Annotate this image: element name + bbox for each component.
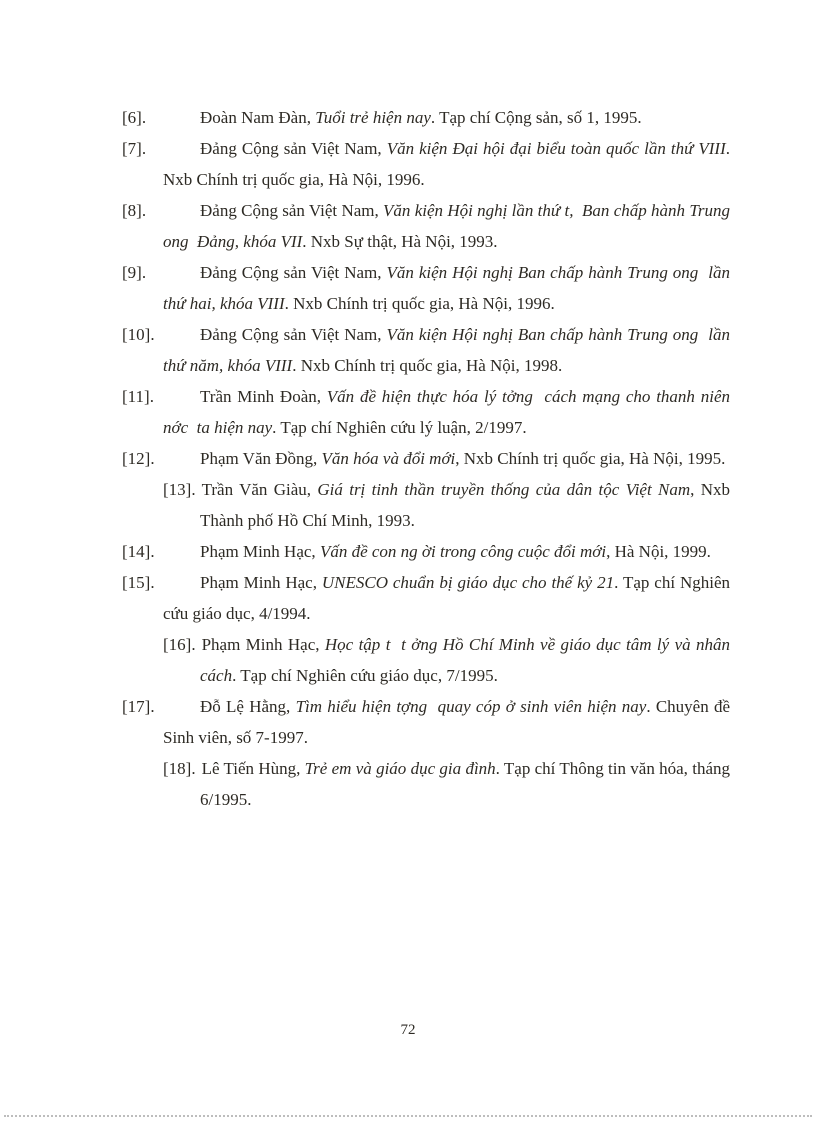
reference-text: , Nxb Thành phố Hồ Chí Minh, 1993. <box>200 480 730 530</box>
reference-label: [17]. <box>122 697 155 716</box>
reference-text: Đỗ Lệ Hằng, <box>200 697 296 716</box>
reference-label: [6]. <box>122 108 147 127</box>
reference-text: . Tạp chí Nghiên cứu lý luận, 2/1997. <box>272 418 527 437</box>
reference-title: Trẻ em và giáo dục gia đình <box>304 759 496 778</box>
reference-text: Đảng Cộng sản Việt Nam, <box>200 325 387 344</box>
reference-item <box>122 536 730 567</box>
reference-title: Văn kiện Hội nghị Ban chấp hành Trung ong lần thứ năm, khóa VIII <box>163 325 730 375</box>
reference-text: Trần Văn Giàu, <box>201 480 318 499</box>
reference-title: Văn kiện Hội nghị Ban chấp hành Trung ong lần thứ hai, khóa VIII <box>163 263 730 313</box>
reference-item <box>122 319 730 381</box>
reference-text: Trần Minh Đoàn, <box>200 387 327 406</box>
reference-title: Văn kiện Đại hội đại biểu toàn quốc lần thứ VIII <box>386 139 726 158</box>
reference-label: [12]. <box>122 449 155 468</box>
reference-text: , Nxb Chính trị quốc gia, Hà Nội, 1995. <box>455 449 726 468</box>
reference-item <box>122 567 731 629</box>
reference-title: Tìm hiểu hiện tợng quay cóp ở sinh viên hiện nay <box>295 697 647 716</box>
reference-text: Đảng Cộng sản Việt Nam, <box>200 201 384 220</box>
page-bottom-dotted-border <box>4 1115 812 1117</box>
reference-title: Vấn đề con ng ời trong công cuộc đổi mới <box>319 542 607 561</box>
reference-title: Văn hóa và đổi mới <box>321 449 456 468</box>
reference-item <box>122 133 730 195</box>
reference-title: UNESCO chuẩn bị giáo dục cho thế kỷ 21 <box>321 573 615 592</box>
reference-item <box>163 629 730 691</box>
reference-text: Phạm Minh Hạc, <box>200 542 320 561</box>
reference-text: . Tạp chí Nghiên cứu giáo dục, 7/1995. <box>232 666 498 685</box>
reference-item <box>122 691 731 753</box>
reference-text: Đoàn Nam Đàn, <box>200 108 316 127</box>
reference-item <box>122 195 730 257</box>
reference-label: [13]. <box>163 480 196 499</box>
reference-item <box>163 753 730 815</box>
reference-label: [7]. <box>122 139 147 158</box>
reference-label: [10]. <box>122 325 155 344</box>
reference-text: Lê Tiến Hùng, <box>201 759 305 778</box>
reference-label: [11]. <box>122 387 154 406</box>
reference-label: [14]. <box>122 542 155 561</box>
page-number: 72 <box>400 1022 416 1038</box>
reference-text: . Chuyên đề Sinh viên, số 7-1997. <box>163 697 731 747</box>
reference-title: Tuổi trẻ hiện nay <box>315 108 431 127</box>
reference-item <box>122 443 730 474</box>
reference-item <box>122 381 730 443</box>
reference-label: [15]. <box>122 573 155 592</box>
reference-text: , Hà Nội, 1999. <box>606 542 711 561</box>
reference-text: Đảng Cộng sản Việt Nam, <box>200 139 387 158</box>
reference-text: Phạm Văn Đồng, <box>200 449 322 468</box>
reference-text: . Nxb Sự thật, Hà Nội, 1993. <box>302 232 498 251</box>
reference-item <box>163 474 730 536</box>
reference-text: . Nxb Chính trị quốc gia, Hà Nội, 1996. <box>284 294 555 313</box>
reference-text: Phạm Minh Hạc, <box>200 573 322 592</box>
reference-title: Vấn đề hiện thực hóa lý tởng cách mạng cho thanh niên nớc ta hiện nay <box>163 387 730 437</box>
reference-label: [9]. <box>122 263 147 282</box>
reference-label: [16]. <box>163 635 196 654</box>
reference-text: . Tạp chí Thông tin văn hóa, tháng 6/1995. <box>200 759 730 809</box>
reference-item <box>122 257 730 319</box>
reference-title: Học tập t t ởng Hồ Chí Minh về giáo dục tâm lý và nhân cách <box>200 635 730 685</box>
reference-text: Đảng Cộng sản Việt Nam, <box>200 263 387 282</box>
reference-label: [8]. <box>122 201 147 220</box>
reference-text: Phạm Minh Hạc, <box>201 635 325 654</box>
reference-text: . Tạp chí Cộng sản, số 1, 1995. <box>430 108 642 127</box>
reference-title: Văn kiện Hội nghị lần thứ t, Ban chấp hành Trung ong Đảng, khóa VII <box>163 201 730 251</box>
reference-title: Giá trị tinh thần truyền thống của dân tộc Việt Nam <box>317 480 691 499</box>
reference-item <box>122 102 730 133</box>
reference-text: . Nxb Chính trị quốc gia, Hà Nội, 1998. <box>292 356 563 375</box>
reference-text: . Tạp chí Nghiên cứu giáo dục, 4/1994. <box>163 573 731 623</box>
reference-label: [18]. <box>163 759 196 778</box>
reference-text: . Nxb Chính trị quốc gia, Hà Nội, 1996. <box>163 139 730 189</box>
references-list <box>122 102 730 815</box>
